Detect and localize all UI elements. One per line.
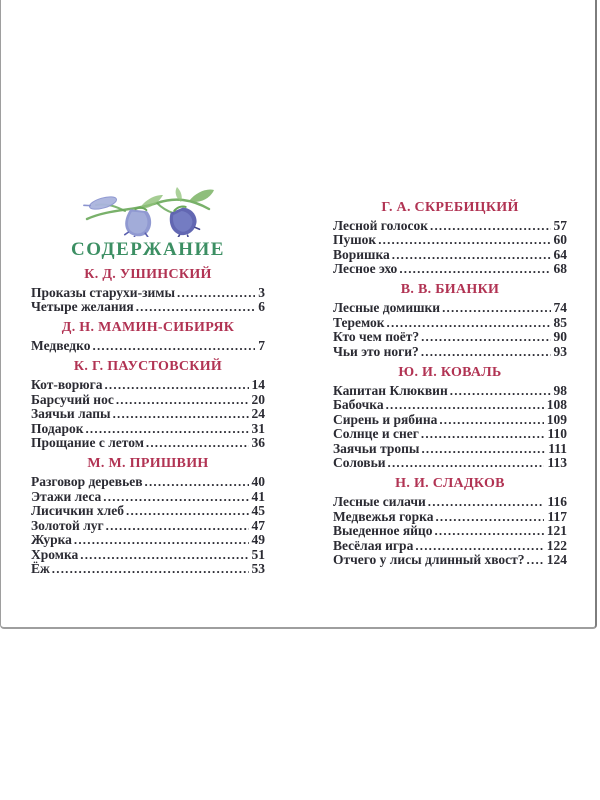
author-heading: К. Г. ПАУСТОВСКИЙ bbox=[73, 359, 223, 374]
toc-section bbox=[31, 321, 265, 354]
entry-page-number: 36 bbox=[251, 435, 265, 450]
entry-page-number: 51 bbox=[251, 546, 265, 562]
entry-page-number: 121 bbox=[546, 523, 567, 538]
entry-title: Лесной голосок bbox=[333, 217, 429, 233]
entry-title: Кто чем поёт? bbox=[333, 329, 420, 344]
toc-entry bbox=[333, 442, 567, 457]
toc-entry bbox=[333, 539, 567, 554]
toc-entry bbox=[333, 427, 567, 442]
toc-entry bbox=[31, 286, 265, 301]
dot-leader bbox=[399, 262, 550, 277]
toc-entry bbox=[333, 301, 567, 316]
dot-leader bbox=[527, 553, 544, 568]
dot-leader bbox=[93, 339, 256, 354]
entry-page-number: 7 bbox=[258, 338, 265, 353]
author-heading: Д. Н. МАМИН-СИБИРЯК bbox=[61, 320, 235, 335]
toc-entry bbox=[333, 233, 567, 248]
entry-title: Теремок bbox=[333, 314, 385, 330]
entry-page-number: 113 bbox=[547, 455, 567, 470]
toc-entry bbox=[31, 436, 265, 451]
toc-entry bbox=[333, 316, 567, 331]
toc-entry bbox=[333, 219, 567, 234]
entry-title: Подарок bbox=[31, 420, 84, 436]
toc-entry bbox=[333, 456, 567, 471]
entry-title: Ёж bbox=[31, 561, 50, 576]
toc-entry bbox=[31, 490, 265, 505]
dot-leader bbox=[116, 393, 249, 408]
entry-title: Пушок bbox=[333, 232, 377, 247]
dot-leader bbox=[85, 422, 248, 437]
dot-leader bbox=[421, 330, 550, 345]
toc-entry bbox=[333, 413, 567, 428]
entry-title: Лисичкин хлеб bbox=[31, 503, 124, 518]
entry-page-number: 60 bbox=[553, 232, 567, 247]
dot-leader bbox=[106, 519, 249, 534]
dot-leader bbox=[421, 345, 551, 360]
toc-entry bbox=[333, 345, 567, 360]
entry-title: Весёлая игра bbox=[333, 537, 414, 553]
entry-title: Солнце и снег bbox=[333, 426, 419, 441]
toc-column-left bbox=[31, 183, 265, 577]
toc-section bbox=[333, 283, 567, 359]
entry-page-number: 64 bbox=[553, 246, 567, 262]
toc-entry bbox=[333, 248, 567, 263]
toc-entry bbox=[31, 393, 265, 408]
toc-section bbox=[31, 457, 265, 577]
toc-entry bbox=[31, 519, 265, 534]
entry-title: Бабочка bbox=[333, 397, 384, 412]
entry-page-number: 20 bbox=[251, 391, 265, 407]
toc-section bbox=[31, 360, 265, 451]
entry-title: Золотой луг bbox=[31, 517, 104, 533]
entry-page-number: 45 bbox=[251, 503, 265, 518]
toc-section bbox=[333, 477, 567, 568]
dot-leader bbox=[126, 504, 249, 519]
section-entries bbox=[31, 475, 265, 577]
entry-title: Капитан Клюквин bbox=[333, 382, 448, 398]
entry-title: Четыре желания bbox=[31, 299, 134, 314]
entry-page-number: 111 bbox=[548, 440, 567, 456]
entry-title: Лесные домишки bbox=[333, 300, 441, 315]
toc-entry bbox=[333, 398, 567, 413]
entry-page-number: 85 bbox=[553, 314, 567, 330]
entry-page-number: 116 bbox=[547, 494, 567, 509]
entry-page-number: 53 bbox=[251, 561, 265, 576]
entry-page-number: 47 bbox=[251, 517, 265, 533]
dot-leader bbox=[450, 384, 551, 399]
toc-entry bbox=[31, 475, 265, 490]
entry-title: Медвежья горка bbox=[333, 508, 434, 524]
entry-title: Кот-ворюга bbox=[31, 377, 103, 392]
section-entries bbox=[31, 286, 265, 315]
entry-page-number: 90 bbox=[553, 329, 567, 344]
dot-leader bbox=[421, 442, 545, 457]
entry-title: Медведко bbox=[31, 338, 91, 353]
bluebell-flowers-icon bbox=[81, 183, 215, 237]
entry-title: Прощание с летом bbox=[31, 435, 144, 450]
entry-page-number: 49 bbox=[251, 532, 265, 547]
dot-leader bbox=[74, 533, 249, 548]
toc-entry bbox=[333, 330, 567, 345]
dot-leader bbox=[113, 407, 249, 422]
section-entries bbox=[31, 339, 265, 354]
entry-title: Отчего у лисы длинный хвост? bbox=[333, 552, 525, 567]
author-heading: Г. А. СКРЕБИЦКИЙ bbox=[381, 199, 519, 215]
dot-leader bbox=[80, 548, 248, 563]
dot-leader bbox=[439, 413, 543, 428]
entry-page-number: 93 bbox=[553, 343, 567, 359]
author-heading: Ю. И. КОВАЛЬ bbox=[398, 364, 502, 380]
author-heading: В. В. БИАНКИ bbox=[400, 282, 500, 297]
entry-title: Соловьи bbox=[333, 455, 386, 470]
entry-title: Чьи это ноги? bbox=[333, 343, 419, 359]
section-entries bbox=[333, 301, 567, 359]
entry-title: Заячьи тропы bbox=[333, 440, 420, 456]
entry-title: Заячьи лапы bbox=[31, 406, 111, 421]
entry-page-number: 3 bbox=[258, 284, 265, 300]
author-heading: К. Д. УШИНСКИЙ bbox=[84, 266, 212, 282]
entry-page-number: 122 bbox=[546, 537, 567, 553]
section-entries bbox=[31, 378, 265, 451]
section-entries bbox=[333, 384, 567, 471]
entry-title: Хромка bbox=[31, 546, 79, 562]
entry-page-number: 109 bbox=[546, 411, 567, 427]
section-entries bbox=[333, 495, 567, 568]
toc-column-right bbox=[333, 194, 567, 577]
entry-title: Этажи леса bbox=[31, 488, 102, 504]
dot-leader bbox=[145, 475, 249, 490]
entry-title: Выеденное яйцо bbox=[333, 523, 433, 538]
dot-leader bbox=[388, 456, 545, 471]
dot-leader bbox=[136, 300, 256, 315]
dot-leader bbox=[378, 233, 550, 248]
toc-entry bbox=[31, 533, 265, 548]
toc-entry bbox=[31, 339, 265, 354]
entry-page-number: 98 bbox=[553, 382, 567, 398]
entry-title: Проказы старухи-зимы bbox=[31, 284, 176, 300]
dot-leader bbox=[435, 510, 544, 525]
entry-page-number: 31 bbox=[251, 420, 265, 436]
entry-page-number: 124 bbox=[546, 552, 567, 567]
entry-page-number: 41 bbox=[251, 488, 265, 504]
dot-leader bbox=[103, 490, 248, 505]
entry-title: Разговор деревьев bbox=[31, 474, 143, 489]
toc-entry bbox=[31, 407, 265, 422]
entry-page-number: 6 bbox=[258, 299, 265, 314]
entry-page-number: 57 bbox=[553, 217, 567, 233]
section-entries bbox=[333, 219, 567, 277]
entry-title: Барсучий нос bbox=[31, 391, 114, 407]
dot-leader bbox=[177, 286, 255, 301]
dot-leader bbox=[421, 427, 545, 442]
dot-leader bbox=[387, 316, 551, 331]
toc-section bbox=[31, 268, 265, 315]
entry-page-number: 40 bbox=[251, 474, 265, 489]
entry-title: Лесное эхо bbox=[333, 261, 398, 276]
dot-leader bbox=[52, 562, 249, 577]
dot-leader bbox=[104, 378, 248, 393]
dot-leader bbox=[386, 398, 544, 413]
entry-page-number: 24 bbox=[251, 406, 265, 421]
toc-entry bbox=[31, 300, 265, 315]
entry-title: Воришка bbox=[333, 246, 390, 262]
contents-title: СОДЕРЖАНИЕ bbox=[71, 239, 225, 260]
dot-leader bbox=[146, 436, 249, 451]
toc-entry bbox=[31, 504, 265, 519]
dot-leader bbox=[392, 248, 551, 263]
toc-section bbox=[333, 201, 567, 277]
bluebell-illustration bbox=[31, 183, 265, 237]
entry-page-number: 110 bbox=[547, 426, 567, 441]
toc-content bbox=[31, 183, 567, 577]
dot-leader bbox=[415, 539, 543, 554]
entry-title: Сирень и рябина bbox=[333, 411, 438, 427]
dot-leader bbox=[434, 524, 543, 539]
dot-leader bbox=[442, 301, 550, 316]
dot-leader bbox=[428, 495, 545, 510]
author-heading: Н. И. СЛАДКОВ bbox=[395, 476, 505, 491]
toc-entry bbox=[31, 562, 265, 577]
toc-section bbox=[333, 366, 567, 471]
toc-entry bbox=[333, 495, 567, 510]
entry-page-number: 68 bbox=[553, 261, 567, 276]
toc-entry bbox=[333, 524, 567, 539]
toc-entry bbox=[31, 422, 265, 437]
toc-entry bbox=[333, 510, 567, 525]
entry-page-number: 117 bbox=[547, 508, 567, 524]
entry-title: Лесные силачи bbox=[333, 494, 426, 509]
toc-entry bbox=[31, 378, 265, 393]
author-heading: М. М. ПРИШВИН bbox=[87, 456, 209, 471]
entry-title: Журка bbox=[31, 532, 72, 547]
toc-entry bbox=[333, 553, 567, 568]
entry-page-number: 108 bbox=[546, 397, 567, 412]
entry-page-number: 74 bbox=[553, 300, 567, 315]
toc-entry bbox=[333, 384, 567, 399]
entry-page-number: 14 bbox=[251, 377, 265, 392]
dot-leader bbox=[430, 219, 550, 234]
toc-entry bbox=[31, 548, 265, 563]
toc-entry bbox=[333, 262, 567, 277]
